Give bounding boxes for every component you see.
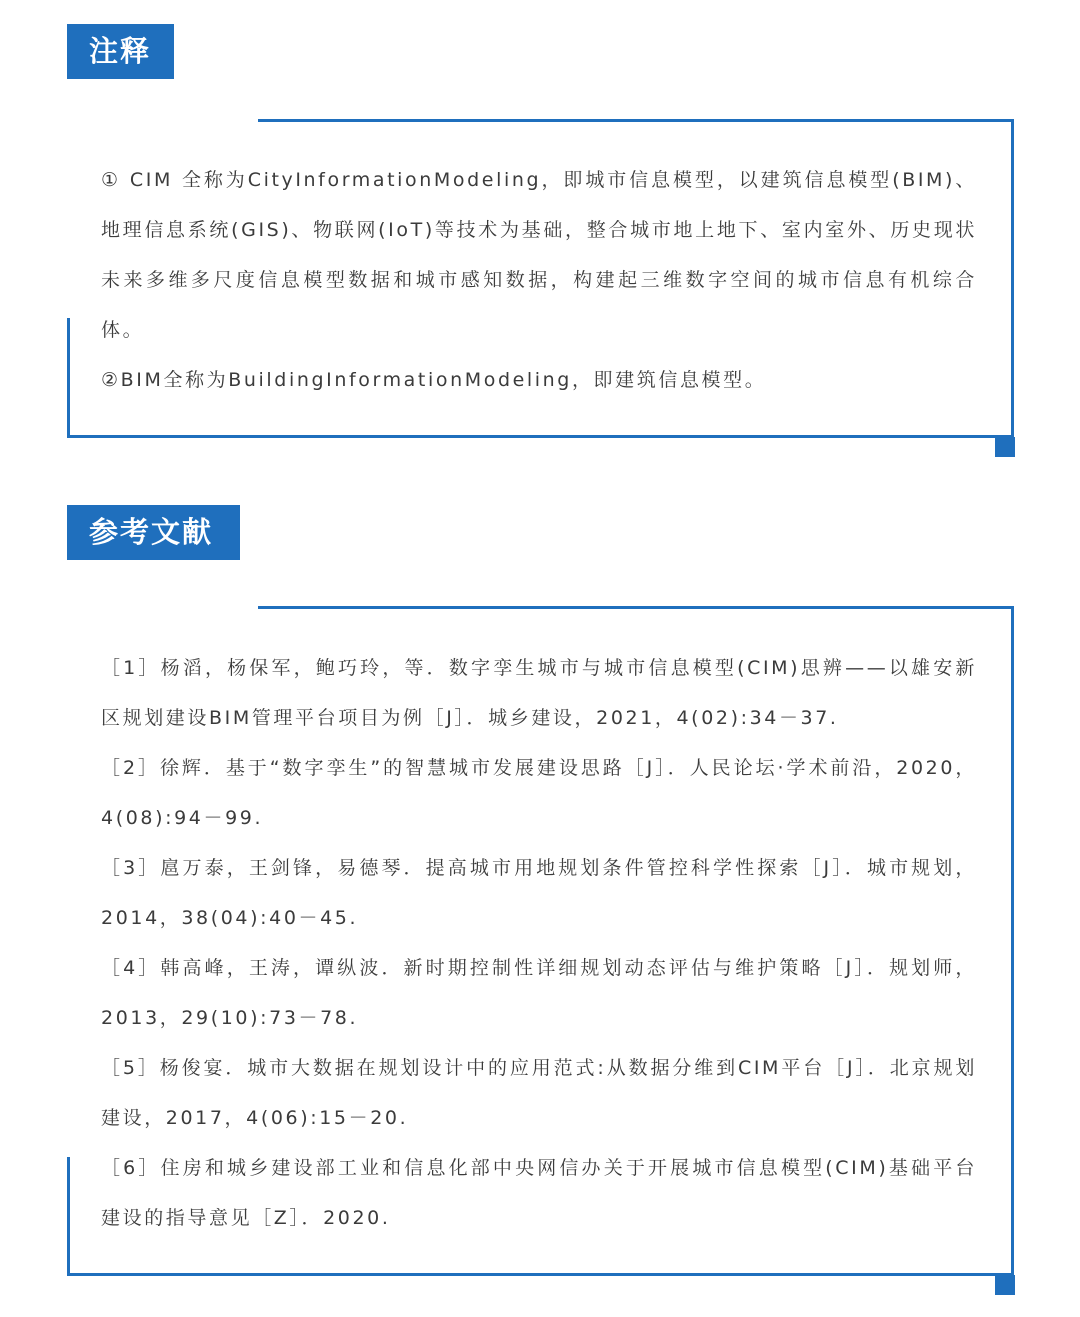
refs-frame-right: [1011, 606, 1014, 1276]
reference-item-2: ［2］徐辉．基于“数字孪生”的智慧城市发展建设思路［J］．人民论坛·学术前沿，2020，4(08):94－99.: [101, 757, 977, 829]
refs-frame-left: [67, 1157, 70, 1276]
reference-item-1: ［1］杨滔，杨保军，鲍巧玲，等．数字孪生城市与城市信息模型(CIM)思辨——以雄安新区规划建设BIM管理平台项目为例［J］．城乡建设，2021，4(02):34－37.: [101, 657, 977, 729]
reference-item-3: ［3］扈万泰，王剑锋，易德琴．提高城市用地规划条件管控科学性探索［J］．城市规划，2014，38(04):40－45.: [101, 857, 977, 929]
notes-frame-left: [67, 318, 70, 438]
refs-frame-bottom: [67, 1273, 1014, 1276]
reference-item-4: ［4］韩高峰，王涛，谭纵波．新时期控制性详细规划动态评估与维护策略［J］．规划师，2013，29(10):73－78.: [101, 957, 977, 1029]
references-heading: 参考文献: [67, 505, 240, 560]
notes-frame-top: [258, 119, 1014, 122]
refs-frame-top: [258, 606, 1014, 609]
note-item-2: ②BIM全称为BuildingInformationModeling，即建筑信息模型。: [101, 369, 767, 391]
notes-list: [101, 155, 977, 405]
note-item-1: ① CIM 全称为CityInformationModeling，即城市信息模型，以建筑信息模型(BIM)、地理信息系统(GIS)、物联网(IoT)等技术为基础，整合城市地上地下、室内室外、历史现状未来多维多尺度信息模型数据和城市感知数据，构建起三维数字空间的城市信息有机综合体。: [101, 169, 977, 341]
notes-heading: 注释: [67, 24, 174, 79]
notes-corner-square: [995, 437, 1015, 457]
notes-frame-bottom: [67, 435, 1014, 438]
refs-corner-square: [995, 1275, 1015, 1295]
reference-item-6: ［6］住房和城乡建设部工业和信息化部中央网信办关于开展城市信息模型(CIM)基础平台建设的指导意见［Z］．2020.: [101, 1157, 977, 1229]
reference-item-5: ［5］杨俊宴．城市大数据在规划设计中的应用范式:从数据分维到CIM平台［J］．北京规划建设，2017，4(06):15－20.: [101, 1057, 977, 1129]
notes-frame-right: [1011, 119, 1014, 437]
references-list: [101, 643, 977, 1243]
